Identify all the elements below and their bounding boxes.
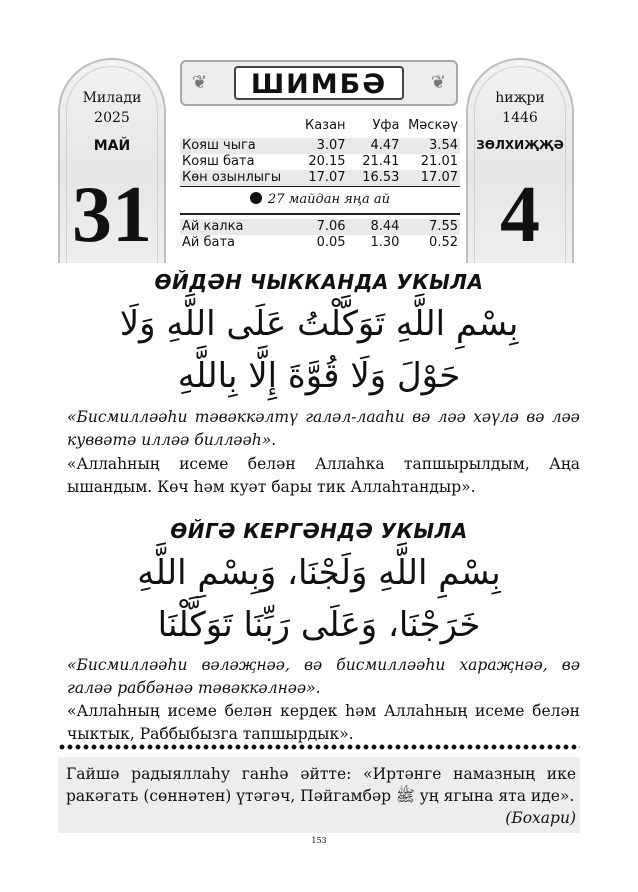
row-label: Ай бата: [182, 235, 235, 250]
arabic-dua-line: حَوْلَ وَلَا قُوَّةَ إِلَّا بِاللَّهِ: [177, 356, 461, 396]
time-value: 3.07: [293, 138, 348, 154]
hijri-day: 4: [500, 171, 540, 259]
gregorian-label: Милади: [82, 90, 142, 106]
ornament-left-icon: ❦: [192, 72, 208, 93]
hijri-date-panel: [466, 58, 574, 263]
time-value: 4.47: [348, 138, 402, 154]
transliteration-text: «Бисмилләәһи вәләҗнәә, вә бисмилләәһи хараҗнәә, вә галәә раббәнәә тәвәккәлнәә».: [67, 656, 580, 697]
arabic-dua-line: بِسْمِ اللَّهِ تَوَكَّلْتُ عَلَى اللَّهِ وَلَا: [119, 304, 519, 344]
cities-header-row: [180, 118, 460, 134]
time-value: 7.55: [401, 219, 460, 235]
gregorian-day: 31: [72, 171, 152, 259]
arabic-dua-line: خَرَجْنَا، وَعَلَى رَبِّنَا تَوَكَّلْنَا: [157, 605, 481, 645]
time-value: 8.44: [348, 219, 402, 235]
city-header: Мәскәү: [408, 118, 458, 133]
hijri-month: ЗӨЛХИҖҖӘ: [476, 138, 564, 152]
ornament-right-icon: ❦: [430, 72, 446, 93]
table-row: [180, 154, 460, 170]
translation-text: «Аллаһның исеме белән кердек һәм Аллаһның исеме белән чыктык, Раббыбызга тапшырдык».: [67, 702, 580, 743]
time-value: 21.41: [362, 154, 400, 169]
new-moon-icon: [250, 192, 262, 204]
table-row: [180, 235, 460, 251]
section-heading-leaving-home: ӨЙДӘН ЧЫККАНДА УКЫЛА: [154, 270, 484, 294]
time-value: 3.54: [401, 138, 460, 154]
gregorian-date-panel: [58, 58, 166, 263]
time-value: 16.53: [348, 170, 402, 187]
moon-phase-text: 27 майдан яңа ай: [267, 192, 391, 207]
hijri-label: һиҗри: [495, 90, 545, 106]
city-header: Казан: [304, 118, 346, 133]
row-label: Ай калка: [180, 219, 293, 235]
table-row: [180, 138, 460, 154]
time-value: 0.52: [429, 235, 458, 250]
weekday-title: ШИМБӘ: [234, 66, 404, 100]
transliteration-text: «Бисмилләәһи тәвәккәлтү галәл-лааһи вә ләә хәүлә вә ләә куввәтә илләә билләәһ».: [67, 408, 580, 449]
city-header: Уфа: [372, 118, 400, 133]
hadith-box: [58, 757, 580, 833]
time-value: 7.06: [293, 219, 348, 235]
row-label: Көн озынлыгы: [180, 170, 293, 187]
hijri-year: 1446: [502, 110, 538, 126]
table-row: [180, 170, 460, 187]
page-number: 153: [311, 836, 327, 845]
row-label: Кояш бата: [182, 154, 255, 169]
section-heading-entering-home: ӨЙГӘ КЕРГӘНДӘ УКЫЛА: [170, 519, 468, 543]
dotted-divider: [58, 744, 580, 750]
gregorian-month: МАЙ: [93, 138, 131, 154]
time-value: 17.07: [401, 170, 460, 187]
arabic-dua-line: بِسْمِ اللَّهِ وَلَجْنَا، وَبِسْمِ اللَّهِ: [137, 553, 501, 593]
time-value: 17.07: [293, 170, 348, 187]
sun-moon-times-table: [180, 118, 460, 251]
time-value: 20.15: [308, 154, 346, 169]
hadith-text: [66, 763, 576, 829]
time-value: 1.30: [370, 235, 400, 250]
table-row: [180, 219, 460, 235]
hadith-source: (Бохари): [505, 809, 576, 827]
translation-text: «Аллаһның исеме белән Аллаһка тапшырылдым, Аңа ышандым. Көч һәм куәт бары тик Аллаһтандыр».: [67, 455, 580, 496]
time-value: 0.05: [316, 235, 346, 250]
weekday-banner: [180, 60, 458, 106]
gregorian-year: 2025: [94, 110, 130, 126]
row-label: Кояш чыга: [180, 138, 293, 154]
time-value: 21.01: [420, 154, 458, 169]
hadith-quote: Гайшә радыяллаһу ганһә әйтте: «Иртәнге намазның ике ракәгать (сөннәтен) үтәгәч, Пәйгамбәр ﷺ уң ягына ята иде».: [66, 765, 576, 805]
moon-phase-row: [180, 187, 460, 215]
